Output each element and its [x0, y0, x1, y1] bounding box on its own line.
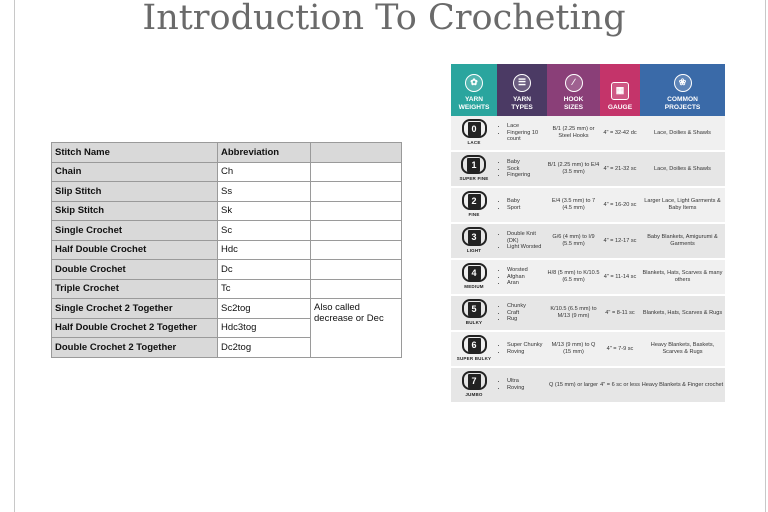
table-row — [52, 182, 402, 202]
decrease-note: Also called decrease or Dec — [311, 299, 402, 358]
common-projects: Blankets, Hats, Scarves & Rugs — [642, 309, 723, 316]
stitch-abbr: Tc — [218, 279, 311, 299]
yarn-type: • Chunky — [507, 303, 526, 310]
types-cell — [497, 116, 547, 150]
gauge-value: 4" = 11-14 sc — [603, 273, 637, 280]
weight-badge-icon — [462, 227, 487, 255]
yarn-row — [451, 260, 725, 296]
yarn-type: • Baby — [507, 159, 530, 166]
hook-size: H/8 (5 mm) to K/10.5 (6.5 mm) — [547, 270, 600, 283]
header-gauge — [600, 64, 640, 116]
note-cell-empty — [311, 221, 402, 241]
table-row — [52, 260, 402, 280]
weight-label: SUPER FINE — [459, 176, 489, 182]
page-title: Introduction To Crocheting — [142, 0, 626, 38]
stitch-name: Slip Stitch — [52, 182, 218, 202]
list-icon: ☰ — [513, 74, 531, 92]
yarn-row — [451, 296, 725, 332]
note-cell-empty — [311, 182, 402, 202]
table-row — [52, 221, 402, 241]
gauge-value: 4" = 21-32 sc — [603, 165, 637, 172]
weight-label: BULKY — [465, 320, 483, 326]
yarn-type: • Fingering 10 count — [507, 130, 547, 143]
stitch-table — [51, 142, 402, 358]
weight-badge-icon — [462, 263, 487, 291]
gauge-square-icon: ▦ — [611, 82, 629, 100]
weight-cell — [451, 116, 497, 150]
common-projects: Heavy Blankets & Finger crochet — [641, 381, 724, 388]
hook-size: E/4 (3.5 mm) to 7 (4.5 mm) — [551, 198, 596, 211]
stitch-abbr: Ss — [218, 182, 311, 202]
yarn-type: • Double Knit (DK) — [507, 231, 547, 244]
stitch-abbr: Ch — [218, 162, 311, 182]
stitch-name: Chain — [52, 162, 218, 182]
yarn-type: • Craft — [507, 310, 526, 317]
weight-badge-icon — [462, 119, 487, 147]
stitch-name: Double Crochet — [52, 260, 218, 280]
types-cell — [497, 224, 547, 258]
col-stitch-name: Stitch Name — [52, 143, 218, 163]
yarn-type: • Worsted — [507, 267, 528, 274]
note-cell-empty — [311, 279, 402, 299]
weight-cell — [451, 188, 497, 222]
header-yarn-types — [497, 64, 547, 116]
yarn-type: • Afghan — [507, 274, 528, 281]
stitch-abbr: Dc — [218, 260, 311, 280]
hook-size: K/10.5 (6.5 mm) to M/13 (9 mm) — [550, 306, 597, 319]
yarn-row — [451, 116, 725, 152]
weight-cell — [451, 152, 497, 186]
stitch-abbr: Hdc — [218, 240, 311, 260]
header-line: HOOK — [563, 96, 584, 103]
header-hook-sizes — [547, 64, 600, 116]
stitch-name: Single Crochet — [52, 221, 218, 241]
yarn-type: • Ultra — [507, 378, 524, 385]
gauge-value: 4" = 7-9 sc — [606, 345, 634, 352]
common-projects: Lace, Doilies & Shawls — [654, 129, 711, 136]
note-cell-empty — [311, 240, 402, 260]
stitch-name: Half Double Crochet — [52, 240, 218, 260]
stitch-abbr: Hdc3tog — [218, 318, 311, 338]
weight-label: SUPER BULKY — [456, 356, 492, 362]
weight-number: 0 — [468, 122, 481, 136]
yarn-row — [451, 224, 725, 260]
header-line: YARN — [512, 96, 532, 103]
yarn-type: • Roving — [507, 385, 524, 392]
header-line: SIZES — [563, 103, 584, 111]
yarn-type: • Super Chunky — [507, 342, 542, 349]
common-projects: Blankets, Hats, Scarves & many others — [642, 270, 723, 283]
yarn-row — [451, 368, 725, 404]
yarn-type: • Baby — [507, 198, 520, 205]
gauge-value: 4" = 8-11 sc — [605, 309, 635, 316]
weight-cell — [451, 296, 497, 330]
weight-number: 3 — [468, 230, 481, 244]
weight-label: LIGHT — [466, 248, 482, 254]
weight-cell — [451, 260, 497, 294]
stitch-name: Triple Crochet — [52, 279, 218, 299]
stitch-table-header — [52, 143, 402, 163]
yarn-chart-header — [451, 64, 725, 116]
hook-size: Q (15 mm) or larger — [548, 381, 599, 388]
header-yarn-weights — [451, 64, 497, 116]
weight-cell — [451, 368, 497, 402]
hook-size: M/13 (9 mm) to Q (15 mm) — [551, 342, 596, 355]
yarn-row — [451, 332, 725, 368]
stitch-name: Single Crochet 2 Together — [52, 299, 218, 319]
types-cell — [497, 188, 547, 222]
yarn-type: • Fingering — [507, 172, 530, 179]
weight-cell — [451, 224, 497, 258]
yarn-weight-chart — [451, 64, 725, 404]
stitch-name: Double Crochet 2 Together — [52, 338, 218, 358]
gauge-value: 4" = 12-17 sc — [603, 237, 637, 244]
common-projects: Heavy Blankets, Baskets, Scarves & Rugs — [650, 342, 715, 355]
stitch-name: Half Double Crochet 2 Together — [52, 318, 218, 338]
note-cell-empty — [311, 162, 402, 182]
types-cell — [497, 260, 547, 294]
stitch-abbr: Sc — [218, 221, 311, 241]
common-projects: Larger Lace, Light Garments & Baby Items — [644, 198, 721, 211]
types-cell — [497, 152, 547, 186]
col-abbreviation: Abbreviation — [218, 143, 311, 163]
gauge-value: 4" = 32-42 dc — [603, 129, 637, 136]
yarn-row — [451, 188, 725, 224]
common-projects: Baby Blankets, Amigurumi & Garments — [647, 234, 718, 247]
header-line: GAUGE — [607, 103, 633, 111]
yarn-type: • Sport — [507, 205, 520, 212]
weight-badge-icon — [462, 299, 487, 327]
hook-size: B/1 (2.25 mm) to E/4 (3.5 mm) — [547, 162, 600, 175]
gauge-value: 4" = 16-20 sc — [603, 201, 637, 208]
types-cell — [497, 296, 547, 330]
weight-badge-icon — [462, 191, 487, 219]
stitch-name: Skip Stitch — [52, 201, 218, 221]
col-note — [311, 143, 402, 163]
hook-icon: ∕ — [565, 74, 583, 92]
header-line: WEIGHTS — [458, 103, 490, 111]
hook-size: G/6 (4 mm) to I/9 (5.5 mm) — [552, 234, 595, 247]
weight-number: 5 — [468, 302, 481, 316]
header-line: TYPES — [511, 103, 533, 111]
table-row — [52, 201, 402, 221]
weight-number: 2 — [468, 194, 481, 208]
weight-label: JUMBO — [465, 392, 483, 398]
types-cell — [497, 368, 547, 402]
table-row — [52, 299, 402, 319]
yarn-type: • Light Worsted — [507, 244, 547, 251]
table-row — [52, 240, 402, 260]
yarn-type: • Lace — [507, 123, 547, 130]
weight-number: 1 — [467, 158, 480, 172]
stitch-abbr: Sk — [218, 201, 311, 221]
weight-label: MEDIUM — [464, 284, 484, 290]
yarn-type: • Rug — [507, 316, 526, 323]
yarn-row — [451, 152, 725, 188]
yarn-ball-icon: ✿ — [465, 74, 483, 92]
note-cell-empty — [311, 260, 402, 280]
header-line: YARN — [464, 96, 484, 103]
weight-badge-icon — [457, 335, 491, 363]
weight-number: 7 — [468, 374, 481, 388]
gauge-value: 4" = 6 sc or less — [600, 381, 640, 388]
yarn-type: • Sock — [507, 166, 530, 173]
note-cell-empty — [311, 201, 402, 221]
weight-label: FINE — [468, 212, 480, 218]
common-projects: Lace, Doilies & Shawls — [654, 165, 711, 172]
yarn-type: • Roving — [507, 349, 542, 356]
yarn-type: • Aran — [507, 280, 528, 287]
header-common-projects — [640, 64, 725, 116]
header-line: PROJECTS — [664, 103, 701, 111]
stitch-abbr: Sc2tog — [218, 299, 311, 319]
yarn-chart-rows — [451, 116, 725, 404]
weight-label: LACE — [467, 140, 481, 146]
table-row — [52, 162, 402, 182]
types-cell — [497, 332, 547, 366]
hook-size: B/1 (2.25 mm) or Steel Hooks — [552, 126, 595, 139]
weight-number: 6 — [468, 338, 481, 352]
weight-badge-icon — [462, 371, 487, 399]
table-row — [52, 279, 402, 299]
weight-number: 4 — [468, 266, 481, 280]
projects-icon: ❀ — [674, 74, 692, 92]
header-line: COMMON — [667, 96, 698, 103]
weight-badge-icon — [459, 155, 488, 183]
stitch-abbr: Dc2tog — [218, 338, 311, 358]
weight-cell — [451, 332, 497, 366]
